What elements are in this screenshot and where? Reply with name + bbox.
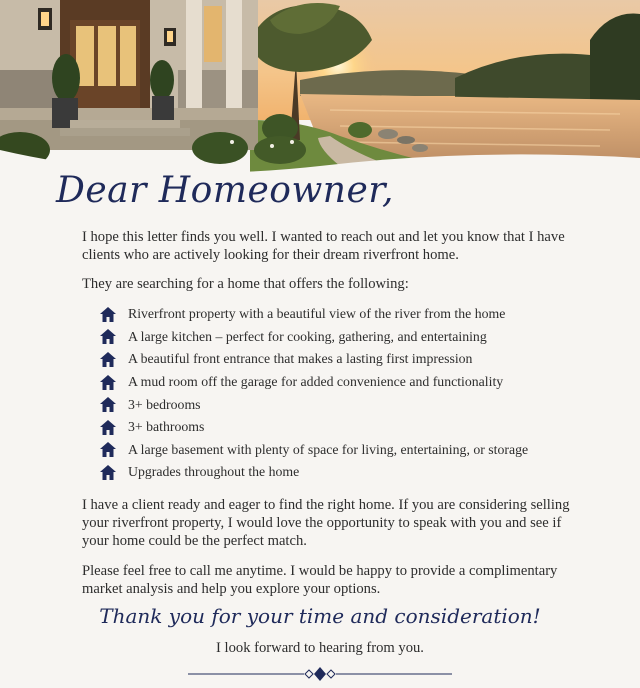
feature-text: A mud room off the garage for added convenience and functionality bbox=[128, 374, 504, 390]
intro-paragraph: I hope this letter finds you well. I wanted to reach out and let you know that I have clients who are actively looking for their dream riverfront home. bbox=[82, 229, 565, 263]
thank-you-line: Thank you for your time and consideration! bbox=[99, 604, 541, 628]
feature-text: Riverfront property with a beautiful view of the river from the home bbox=[128, 306, 506, 322]
list-item bbox=[100, 416, 540, 439]
house-icon bbox=[100, 397, 116, 412]
list-item bbox=[100, 303, 540, 326]
feature-text: A large basement with plenty of space for living, entertaining, or storage bbox=[128, 441, 529, 457]
client-paragraph: I have a client ready and eager to find the right home. If you are considering selling your riverfront property, I would love the opportunity to speak with you and see if your home could be the perfect match. bbox=[82, 497, 570, 549]
house-icon bbox=[100, 307, 116, 322]
list-item bbox=[100, 439, 540, 462]
diamond-ornament-icon bbox=[188, 664, 452, 684]
closing-line: I look forward to hearing from you. bbox=[216, 640, 424, 656]
feature-text: 3+ bathrooms bbox=[128, 419, 205, 435]
search-intro: They are searching for a home that offers the following: bbox=[82, 276, 409, 292]
house-icon bbox=[100, 420, 116, 435]
house-icon bbox=[100, 329, 116, 344]
house-icon bbox=[100, 442, 116, 457]
list-item bbox=[100, 326, 540, 349]
house-icon bbox=[100, 352, 116, 367]
list-item bbox=[100, 461, 540, 484]
greeting: Dear Homeowner, bbox=[56, 170, 394, 211]
house-icon bbox=[100, 375, 116, 390]
list-item bbox=[100, 371, 540, 394]
feature-list bbox=[100, 303, 540, 484]
feature-text: 3+ bedrooms bbox=[128, 396, 201, 412]
house-icon bbox=[100, 465, 116, 480]
list-item bbox=[100, 393, 540, 416]
feature-text: A beautiful front entrance that makes a lasting first impression bbox=[128, 351, 473, 367]
feature-text: A large kitchen – perfect for cooking, gathering, and entertaining bbox=[128, 328, 487, 344]
list-item bbox=[100, 348, 540, 371]
feature-text: Upgrades throughout the home bbox=[128, 464, 300, 480]
call-paragraph: Please feel free to call me anytime. I would be happy to provide a complimentary market analysis and help you explore your options. bbox=[82, 563, 558, 597]
